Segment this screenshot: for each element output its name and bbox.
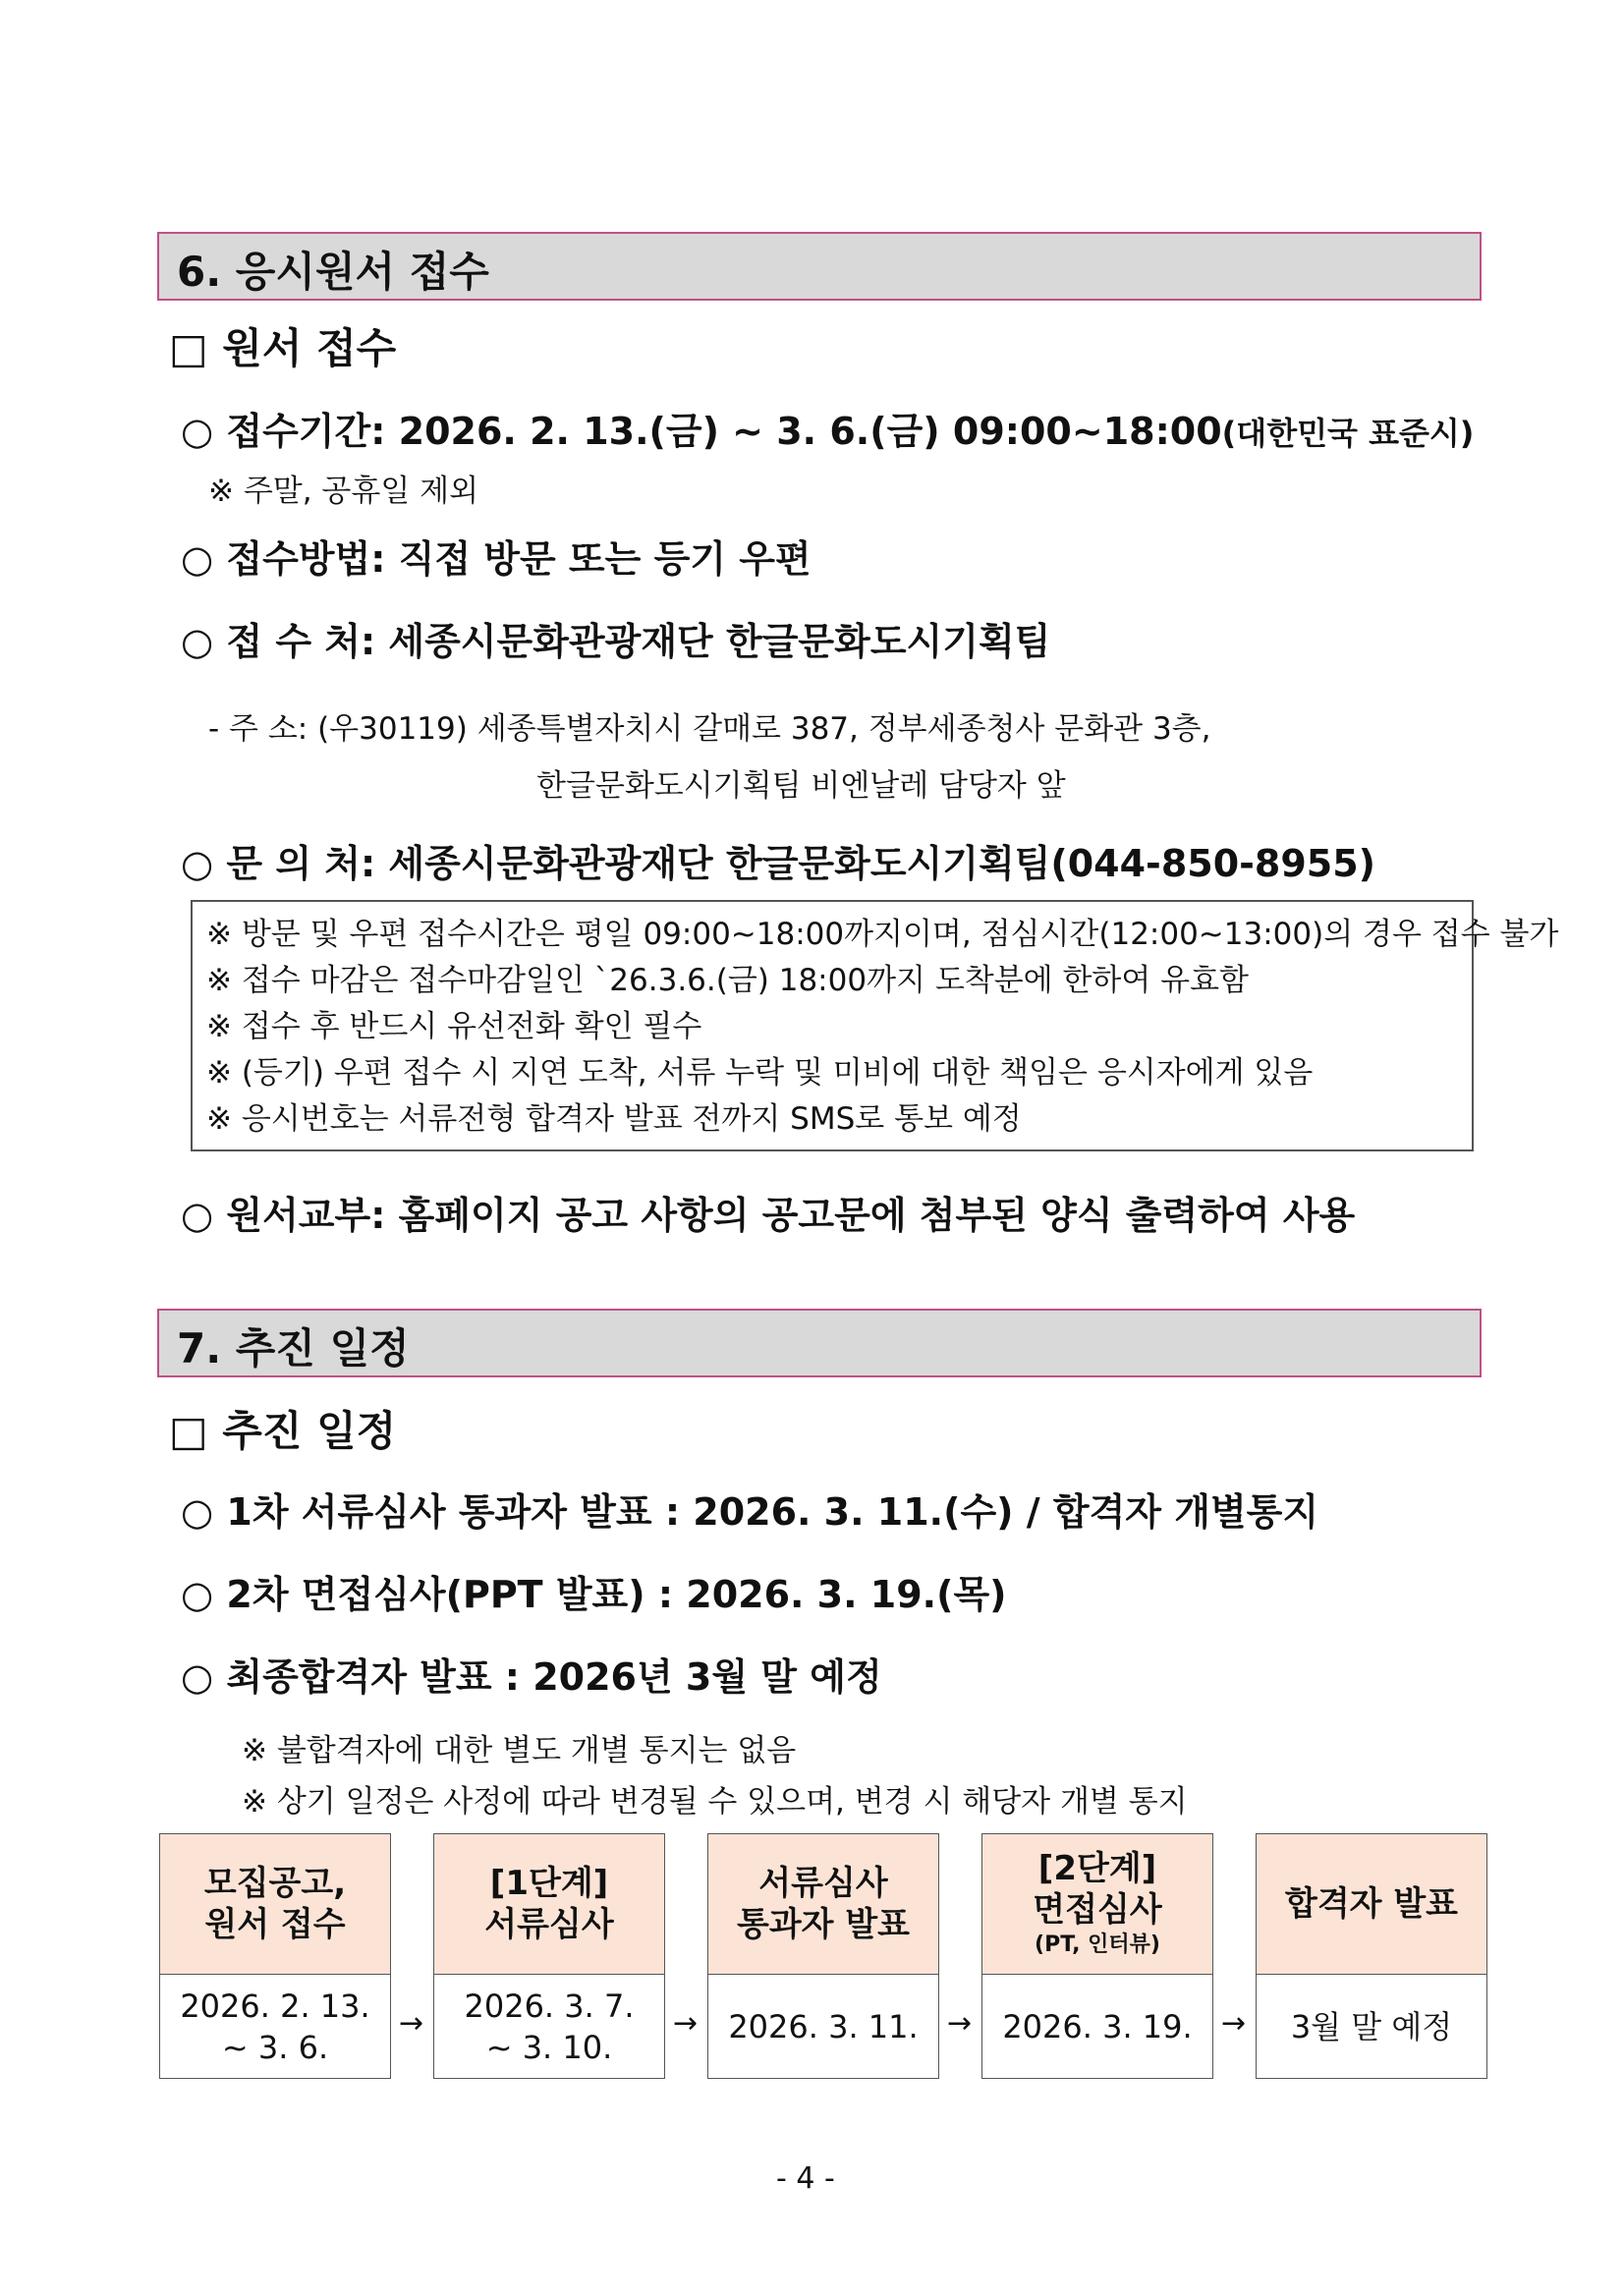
timeline-step-4-detail: (PT, 인터뷰) (1035, 1932, 1160, 1957)
section-6-subtitle: □ 원서 접수 (169, 324, 397, 372)
schedule-item-2: ○ 2차 면접심사(PPT 발표) : 2026. 3. 19.(목) (181, 1573, 1007, 1616)
timeline-step-4-head (981, 1833, 1213, 1975)
timeline-step-1-head (159, 1833, 391, 1975)
notice-item: ※ 방문 및 우편 접수시간은 평일 09:00~18:00까지이며, 점심시간(12:00~13:00)의 경우 접수 불가 (206, 917, 1559, 952)
timeline-arrow-1: → (399, 2006, 424, 2041)
period-value: 2026. 2. 13.(금) ~ 3. 6.(금) 09:00~18:00 (398, 410, 1222, 453)
timeline-step-3-date-start: 2026. 3. 11. (728, 2007, 919, 2045)
timeline-step-4-subtitle: 면접심사 (1033, 1890, 1162, 1930)
schedule-note-2: ※ 상기 일정은 사정에 따라 변경될 수 있으며, 변경 시 해당자 개별 통지 (242, 1784, 1188, 1820)
timeline-step-4-title: [2단계] (1037, 1849, 1157, 1888)
timeline-step-1-date-start: 2026. 2. 13. (180, 1987, 370, 2025)
timeline-step-2-title: [1단계] (489, 1864, 609, 1903)
timeline-arrow-3: → (947, 2006, 973, 2041)
timeline-step-2-date (433, 1975, 665, 2079)
timeline-step-3-date (707, 1975, 939, 2079)
timeline-step-2-subtitle: 서류심사 (484, 1905, 614, 1944)
schedule-note-1: ※ 불합격자에 대한 별도 개별 통지는 없음 (242, 1733, 797, 1768)
address-line-2: 한글문화도시기획팀 비엔날레 담당자 앞 (536, 768, 1066, 804)
place-line: ○ 접 수 처: 세종시문화관광재단 한글문화도시기획팀 (181, 620, 1051, 663)
notice-box (191, 900, 1559, 1151)
timeline-step-5-date (1256, 1975, 1487, 2079)
timeline-arrow-2: → (673, 2006, 699, 2041)
timeline-step-1-title: 모집공고, (203, 1864, 347, 1903)
timeline-step-2-date-start: 2026. 3. 7. (464, 1987, 635, 2025)
section-7-header (157, 1309, 1482, 1377)
section-6-title: 6. 응시원서 접수 (177, 248, 489, 296)
section-7-subtitle: □ 추진 일정 (169, 1407, 397, 1455)
notice-item: ※ 접수 후 반드시 유선전화 확인 필수 (206, 1009, 702, 1044)
timeline-step-3-title: 서류심사 (758, 1864, 888, 1903)
page-number: - 4 - (776, 2161, 835, 2196)
contact-line: ○ 문 의 처: 세종시문화관광재단 한글문화도시기획팀(044-850-8955) (181, 842, 1376, 885)
timeline-step-5-head (1256, 1833, 1487, 1975)
timeline-step-5-title: 합격자 발표 (1284, 1884, 1459, 1924)
timeline-step-1-date-end: ~ 3. 6. (221, 2028, 329, 2066)
timeline-step-1-subtitle: 원서 접수 (204, 1905, 346, 1944)
timeline-step-2-date-end: ~ 3. 10. (485, 2028, 613, 2066)
schedule-item-1: ○ 1차 서류심사 통과자 발표 : 2026. 3. 11.(수) / 합격자 개별통지 (181, 1490, 1319, 1534)
period-label: ○ 접수기간: (181, 410, 386, 453)
section-6-header (157, 232, 1482, 301)
address-line-1: - 주 소: (우30119) 세종특별자치시 갈매로 387, 정부세종청사 문화관 3층, (208, 711, 1211, 747)
timeline-step-2-head (433, 1833, 665, 1975)
notice-item: ※ 응시번호는 서류전형 합격자 발표 전까지 SMS로 통보 예정 (206, 1101, 1022, 1137)
schedule-item-3: ○ 최종합격자 발표 : 2026년 3월 말 예정 (181, 1655, 882, 1699)
timeline-step-4-date (981, 1975, 1213, 2079)
timeline-step-1-date (159, 1975, 391, 2079)
timeline-step-4-date-start: 2026. 3. 19. (1002, 2007, 1193, 2045)
timeline-step-3-subtitle: 통과자 발표 (736, 1905, 911, 1944)
period-note: ※ 주말, 공휴일 제외 (208, 474, 479, 509)
timeline-step-3-head (707, 1833, 939, 1975)
method-line: ○ 접수방법: 직접 방문 또는 등기 우편 (181, 537, 812, 581)
timeline-arrow-4: → (1221, 2006, 1247, 2041)
section-7-title: 7. 추진 일정 (177, 1324, 410, 1372)
period-suffix: (대한민국 표준시) (1221, 415, 1475, 452)
form-line: ○ 원서교부: 홈페이지 공고 사항의 공고문에 첨부된 양식 출력하여 사용 (181, 1194, 1356, 1237)
period-line (181, 401, 1474, 455)
timeline-step-5-date-start: 3월 말 예정 (1290, 2007, 1453, 2045)
notice-item: ※ 접수 마감은 접수마감일인 `26.3.6.(금) 18:00까지 도착분에 한하여 유효함 (206, 963, 1249, 998)
notice-item: ※ (등기) 우편 접수 시 지연 도착, 서류 누락 및 미비에 대한 책임은 응시자에게 있음 (206, 1055, 1314, 1091)
